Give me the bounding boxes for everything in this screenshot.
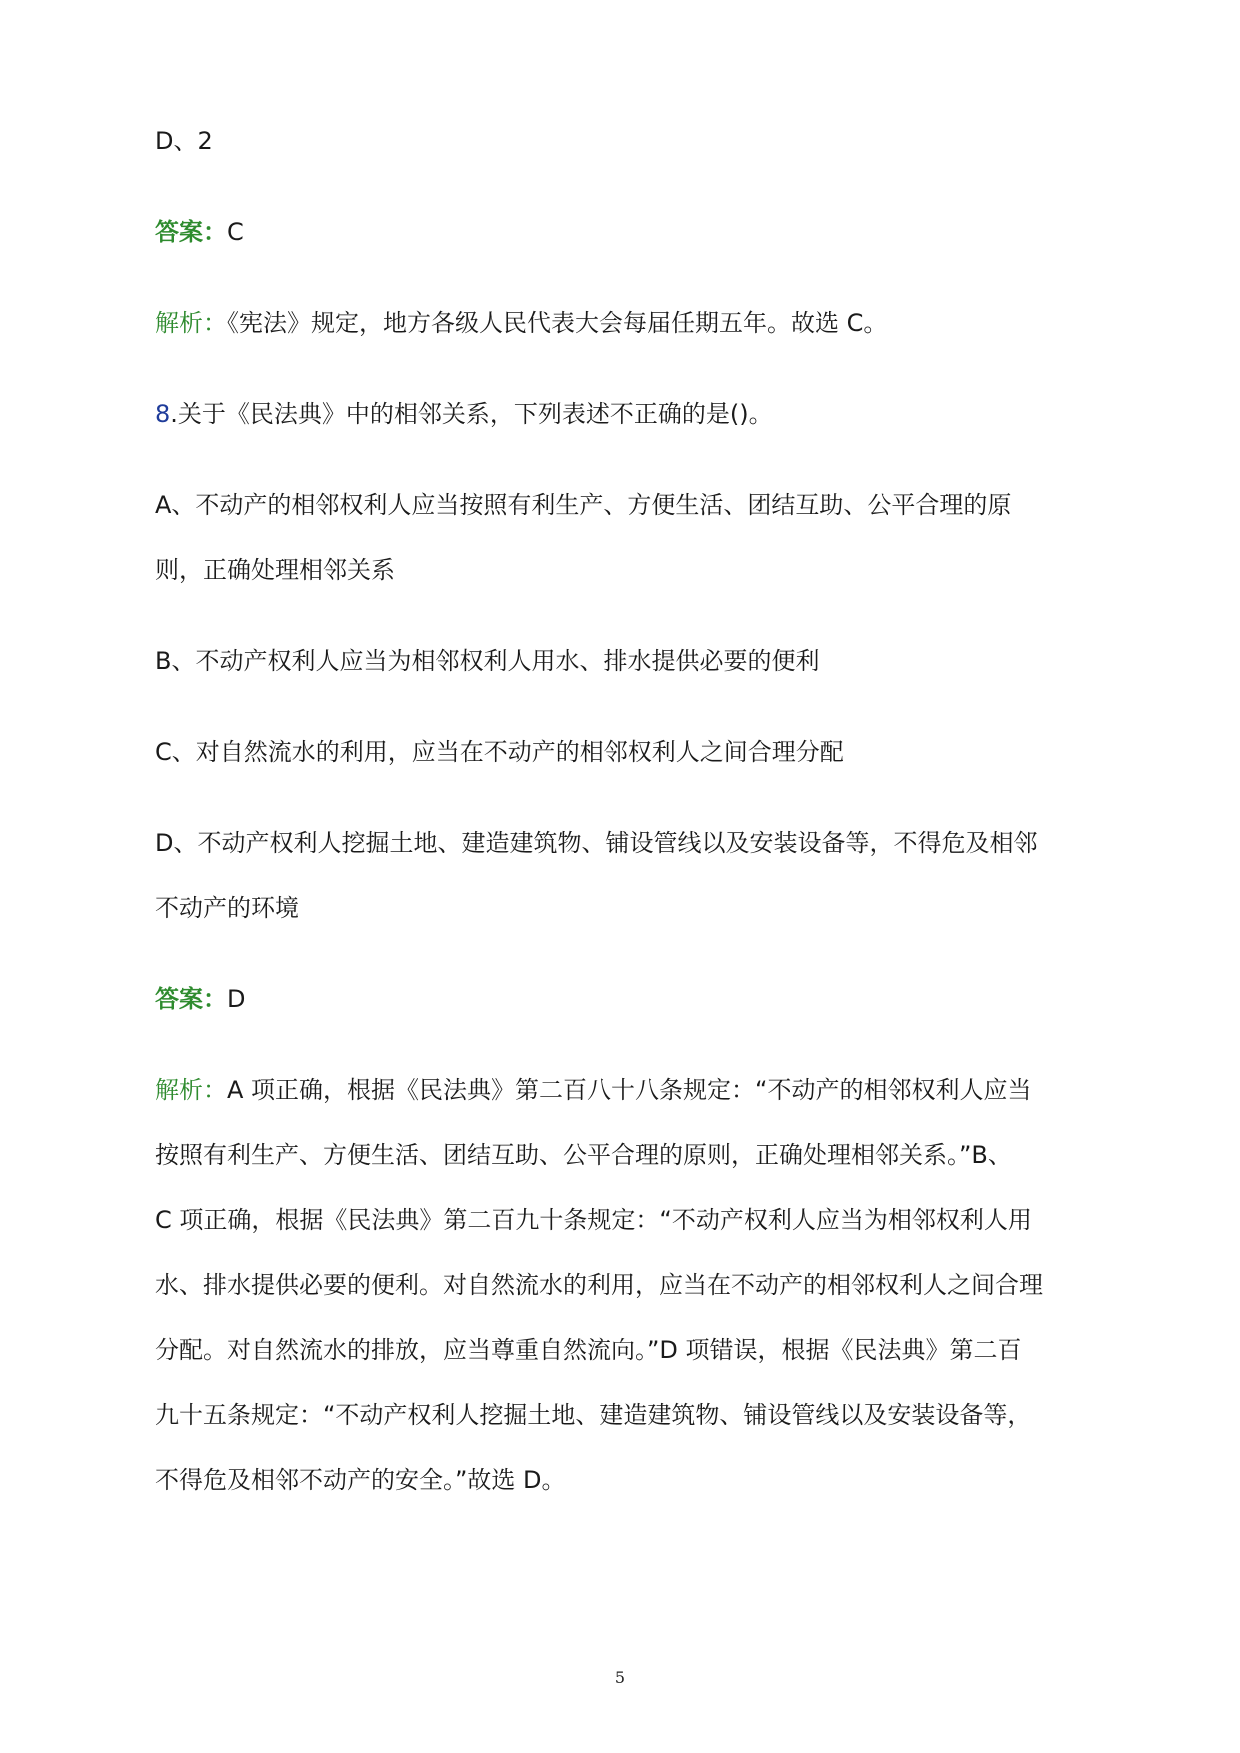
analysis-text: 《宪法》规定，地方各级人民代表大会每届任期五年。故选 C。 <box>227 309 888 337</box>
option-a-line2: 则，正确处理相邻关系 <box>155 556 395 584</box>
analysis-line-5: 分配。对自然流水的排放，应当尊重自然流向。”D 项错误，根据《民法典》第二百 <box>155 1336 1022 1364</box>
analysis-text: A 项正确，根据《民法典》第二百八十八条规定：“不动产的相邻权利人应当 <box>227 1076 1032 1104</box>
answer-label: 答案： <box>155 985 227 1013</box>
answer <box>155 983 245 1015</box>
option-a-line1: A、不动产的相邻权利人应当按照有利生产、方便生活、团结互助、公平合理的原 <box>155 491 1012 519</box>
analysis-label: 解析： <box>155 1076 227 1104</box>
analysis-line-2: 按照有利生产、方便生活、团结互助、公平合理的原则，正确处理相邻关系。”B、 <box>155 1141 1012 1169</box>
analysis-line-4: 水、排水提供必要的便利。对自然流水的利用，应当在不动产的相邻权利人之间合理 <box>155 1271 1043 1299</box>
analysis-line-1 <box>155 1074 1031 1106</box>
page-number: 5 <box>614 1668 626 1687</box>
prev-answer <box>155 216 244 248</box>
answer-value: C <box>227 218 244 246</box>
prev-analysis <box>155 307 887 339</box>
question-number: 8 <box>155 400 171 428</box>
analysis-line-3: C 项正确，根据《民法典》第二百九十条规定：“不动产权利人应当为相邻权利人用 <box>155 1206 1032 1234</box>
prev-option-d: D、2 <box>155 127 213 155</box>
question-text: .关于《民法典》中的相邻关系，下列表述不正确的是()。 <box>170 400 773 428</box>
question-stem <box>155 398 773 430</box>
option-d-line1: D、不动产权利人挖掘土地、建造建筑物、铺设管线以及安装设备等，不得危及相邻 <box>155 829 1038 857</box>
analysis-label: 解析： <box>155 309 227 337</box>
answer-label: 答案： <box>155 218 227 246</box>
answer-value: D <box>227 985 246 1013</box>
option-b: B、不动产权利人应当为相邻权利人用水、排水提供必要的便利 <box>155 647 820 675</box>
option-d-line2: 不动产的环境 <box>155 894 299 922</box>
analysis-line-7: 不得危及相邻不动产的安全。”故选 D。 <box>155 1466 566 1494</box>
analysis-line-6: 九十五条规定：“不动产权利人挖掘土地、建造建筑物、铺设管线以及安装设备等， <box>155 1401 1032 1429</box>
option-c: C、对自然流水的利用，应当在不动产的相邻权利人之间合理分配 <box>155 738 844 766</box>
